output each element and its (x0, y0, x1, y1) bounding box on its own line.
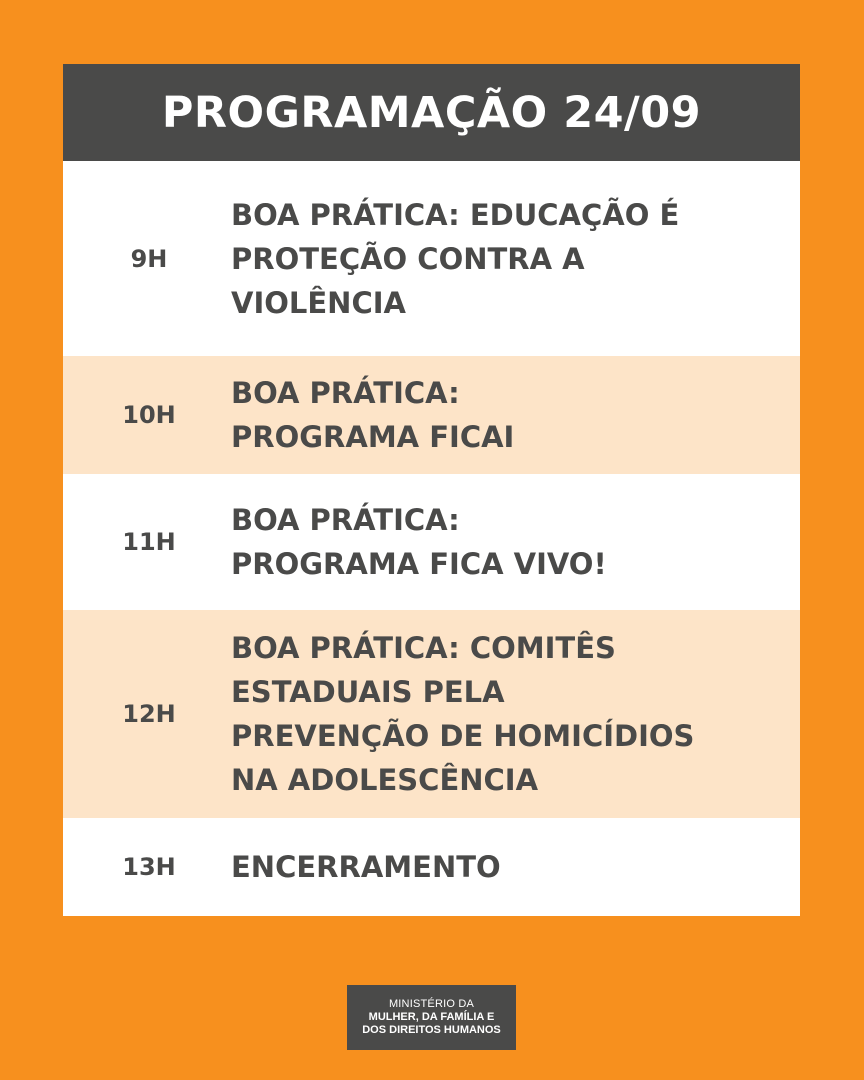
schedule-time: 13H (122, 853, 176, 881)
page-title: PROGRAMAÇÃO 24/09 (161, 87, 702, 138)
schedule-time: 9H (130, 244, 168, 273)
schedule-description: BOA PRÁTICA: PROGRAMA FICA VIVO! (231, 503, 607, 581)
schedule-row (63, 161, 800, 356)
schedule-time: 12H (122, 700, 176, 728)
ministry-line-1: MINISTÉRIO DA (388, 998, 475, 1010)
schedule-row (63, 818, 800, 916)
schedule-row (63, 610, 800, 818)
ministry-line-3: DOS DIREITOS HUMANOS (362, 1024, 501, 1036)
schedule-description: BOA PRÁTICA: PROGRAMA FICAI (231, 376, 515, 454)
schedule-row (63, 474, 800, 610)
schedule-row (63, 356, 800, 474)
ministry-line-2: MULHER, DA FAMÍLIA E (368, 1011, 495, 1023)
schedule-header (63, 64, 800, 161)
schedule-description: ENCERRAMENTO (231, 850, 501, 884)
schedule-description: BOA PRÁTICA: COMITÊS ESTADUAIS PELA PREVENÇÃO DE HOMICÍDIOS NA ADOLESCÊNCIA (231, 631, 695, 797)
schedule-time: 11H (122, 528, 176, 556)
schedule-card (63, 64, 800, 916)
ministry-logo (347, 985, 516, 1050)
schedule-time: 10H (122, 401, 176, 429)
schedule-list (63, 161, 800, 916)
schedule-description: BOA PRÁTICA: EDUCAÇÃO É PROTEÇÃO CONTRA A VIOLÊNCIA (231, 197, 680, 320)
